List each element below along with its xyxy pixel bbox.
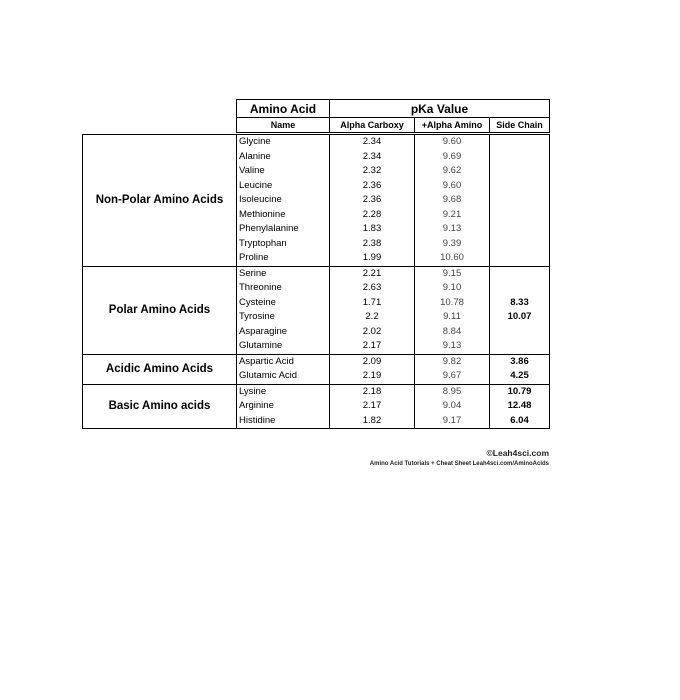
alpha-amino-value: 9.11: [415, 310, 490, 325]
alpha-carboxy-value: 2.02: [330, 325, 415, 340]
group-label: Non-Polar Amino Acids: [83, 135, 237, 267]
pka-table-header: [236, 99, 550, 133]
alpha-carboxy-value: 2.36: [330, 179, 415, 194]
alpha-amino-value: 9.68: [415, 193, 490, 208]
alpha-amino-value: 9.13: [415, 222, 490, 237]
amino-acid-name: Glutamine: [237, 339, 330, 354]
table-row: [83, 354, 550, 369]
amino-acid-name: Lysine: [237, 384, 330, 399]
alpha-carboxy-value: 1.83: [330, 222, 415, 237]
side-chain-blank: [490, 135, 550, 267]
header-row-sub: [237, 118, 550, 133]
alpha-carboxy-value: 2.28: [330, 208, 415, 223]
pka-value-heading: pKa Value: [330, 100, 550, 118]
alpha-carboxy-value: 2.38: [330, 237, 415, 252]
alpha-amino-value: 10.60: [415, 251, 490, 266]
name-column-header: Name: [237, 118, 330, 133]
side-chain-value: 8.33: [490, 296, 550, 311]
side-chain-blank: [490, 266, 550, 296]
alpha-carboxy-value: 2.36: [330, 193, 415, 208]
amino-acid-name: Proline: [237, 251, 330, 266]
alpha-amino-value: 9.69: [415, 150, 490, 165]
alpha-carboxy-value: 2.18: [330, 384, 415, 399]
amino-acid-name: Tyrosine: [237, 310, 330, 325]
group-label: Acidic Amino Acids: [83, 354, 237, 384]
table-row: [83, 135, 550, 150]
alpha-amino-value: 9.04: [415, 399, 490, 414]
amino-acid-name: Glutamic Acid: [237, 369, 330, 384]
alpha-amino-value: 8.95: [415, 384, 490, 399]
amino-acid-name: Asparagine: [237, 325, 330, 340]
alpha-amino-value: 9.82: [415, 354, 490, 369]
amino-acid-name: Arginine: [237, 399, 330, 414]
alpha-carboxy-value: 1.71: [330, 296, 415, 311]
amino-acid-name: Valine: [237, 164, 330, 179]
side-chain-value: 4.25: [490, 369, 550, 384]
alpha-amino-value: 10.78: [415, 296, 490, 311]
alpha-carboxy-value: 2.32: [330, 164, 415, 179]
alpha-carboxy-value: 2.19: [330, 369, 415, 384]
table-row: [83, 384, 550, 399]
alpha-carboxy-value: 1.99: [330, 251, 415, 266]
side-chain-value: 12.48: [490, 399, 550, 414]
side-chain-blank: [490, 325, 550, 355]
alpha-amino-value: 9.13: [415, 339, 490, 354]
alpha-amino-column-header: +Alpha Amino: [415, 118, 490, 133]
amino-acid-name: Cysteine: [237, 296, 330, 311]
alpha-carboxy-value: 2.21: [330, 266, 415, 281]
amino-acid-name: Histidine: [237, 414, 330, 429]
group-label: Polar Amino Acids: [83, 266, 237, 354]
alpha-carboxy-value: 2.63: [330, 281, 415, 296]
side-chain-column-header: Side Chain: [490, 118, 550, 133]
alpha-carboxy-value: 2.17: [330, 399, 415, 414]
alpha-carboxy-column-header: Alpha Carboxy: [330, 118, 415, 133]
side-chain-value: 10.07: [490, 310, 550, 325]
alpha-carboxy-value: 2.09: [330, 354, 415, 369]
footer-text: Amino Acid Tutorials + Cheat Sheet Leah4sci.com/AminoAcids: [369, 461, 549, 467]
alpha-carboxy-value: 2.34: [330, 150, 415, 165]
amino-acid-name: Serine: [237, 266, 330, 281]
alpha-carboxy-value: 2.2: [330, 310, 415, 325]
alpha-amino-value: 9.60: [415, 179, 490, 194]
amino-acid-name: Phenylalanine: [237, 222, 330, 237]
header-row-top: [237, 100, 550, 118]
side-chain-value: 6.04: [490, 414, 550, 429]
amino-acid-name: Methionine: [237, 208, 330, 223]
alpha-amino-value: 9.17: [415, 414, 490, 429]
side-chain-value: 3.86: [490, 354, 550, 369]
amino-acid-name: Tryptophan: [237, 237, 330, 252]
alpha-amino-value: 9.60: [415, 135, 490, 150]
alpha-carboxy-value: 1.82: [330, 414, 415, 429]
pka-table-body: [82, 134, 550, 429]
alpha-amino-value: 9.15: [415, 266, 490, 281]
alpha-carboxy-value: 2.17: [330, 339, 415, 354]
group-label: Basic Amino acids: [83, 384, 237, 429]
alpha-amino-value: 8.84: [415, 325, 490, 340]
side-chain-value: 10.79: [490, 384, 550, 399]
alpha-amino-value: 9.39: [415, 237, 490, 252]
amino-acid-name: Isoleucine: [237, 193, 330, 208]
copyright-text: ©Leah4sci.com: [486, 448, 549, 458]
alpha-amino-value: 9.21: [415, 208, 490, 223]
amino-acid-name: Leucine: [237, 179, 330, 194]
amino-acid-name: Aspartic Acid: [237, 354, 330, 369]
amino-acid-name: Alanine: [237, 150, 330, 165]
amino-acid-name: Threonine: [237, 281, 330, 296]
alpha-carboxy-value: 2.34: [330, 135, 415, 150]
amino-acid-heading: Amino Acid: [237, 100, 330, 118]
amino-acid-name: Glycine: [237, 135, 330, 150]
alpha-amino-value: 9.10: [415, 281, 490, 296]
table-row: [83, 266, 550, 281]
alpha-amino-value: 9.67: [415, 369, 490, 384]
alpha-amino-value: 9.62: [415, 164, 490, 179]
